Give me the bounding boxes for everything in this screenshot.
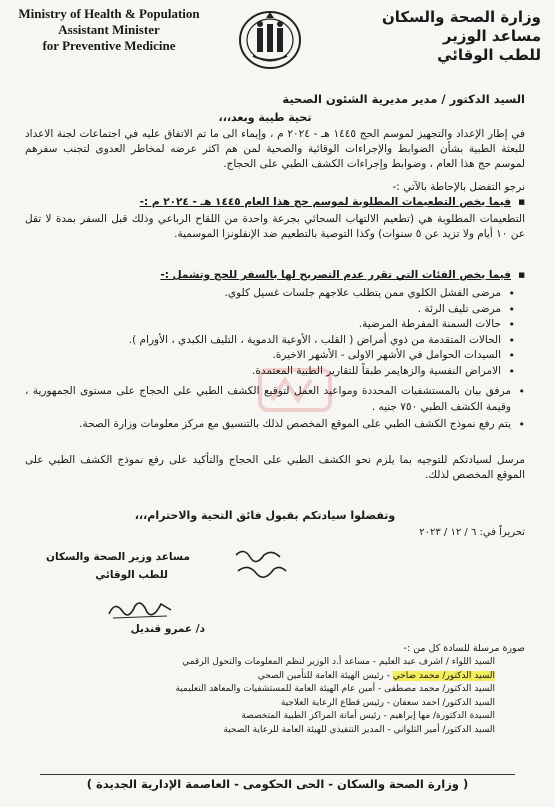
cc-role: - رئيس الهيئة العامة للتأمين الصحي (257, 670, 393, 681)
list-item: السيد الدكتور/ محمد مصطفى - أمين عام الهيئة العامة للمستشفيات والمعاهد التعليمية (175, 684, 495, 694)
list-item: السيد اللواء / اشرف عبد العليم - مساعد أ.د الوزير لنظم المعلومات والتحول الرقمي (182, 657, 495, 667)
list-item: • مرضى تليف الرئة . (25, 302, 515, 318)
list-item: السيد الدكتور/ أمير التلواني - المدير التنفيذي للهيئة العامة للرعاية الصحية (223, 724, 495, 735)
list-item: • مرضى الفشل الكلوي ممن يتطلب علاجهم جلسات غسيل كلوي. (25, 286, 515, 302)
list-item: • السيدات الحوامل في الأشهر الاولى - الأشهر الاخيرة. (25, 348, 515, 364)
section1-title: ■ فيما يخص التطعيمات المطلوبة لموسم حج هذا العام ١٤٤٥ هـ - ٢٠٢٤ م :- (25, 195, 525, 211)
signatory-name: د/ عمرو قنديل (130, 623, 205, 635)
addressee: السيد الدكتور / مدير مديرية الشئون الصحية (282, 92, 525, 106)
header-en-line: Assistant Minister (58, 22, 160, 37)
section1-list (25, 195, 525, 211)
date-label: تحريراً في: ٦ / ١٢ / ٢٠٢٣ (419, 527, 525, 538)
greeting: تحية طيبة وبعد،،، (218, 111, 312, 124)
section1-body: التطعيمات المطلوبة هي (تطعيم الالتهاب السحائي بجرعة واحدة من اللقاح الرباعي وذلك قبل السفر بمدة لا تقل عن ١٠ أيام ولا تزيد عن ٥ سنوات) وكذا التوصية بالتطعيم ضد الإنفلونزا الموسمية. (25, 213, 525, 240)
header-ar-line: مساعد الوزير (442, 27, 541, 45)
list-item: • حالات السمنة المفرطة المرضية. (25, 317, 515, 333)
signature-title: مساعد وزير الصحة والسكان (46, 551, 190, 563)
notes-list (25, 384, 525, 433)
ministry-logo-icon (235, 4, 305, 70)
highlighted-name: السيد الدكتور/ محمد ضاحي (392, 670, 495, 681)
list-item: • مرفق بيان بالمستشفيات المحددة ومواعيد العمل لتوقيع الكشف الطبي على الحجاج على مستوى الجمهورية ، وقيمة الكشف الطبي ٧٥٠ جنيه . (25, 384, 525, 415)
intro-paragraph: في إطار الإعداد والتجهيز لموسم الحج ١٤٤٥ هـ - ٢٠٢٤ م ، وإيماء الى ما تم الاتفاق عليه في اجتماعات لجنة الاعداد للبعثة الطبية بشأن الضوابط والإجراءات الوقائية والصحية لمن هم اكثر عرضه لمخاطر العدوى لتجنب سفرهم لموسم حج هذا العام ، وضوابط وإجراءات الكشف الطبي على الحجاج. (25, 128, 526, 170)
list-item: السيدة الدكتورة/ مها إبراهيم - رئيس أمانة المراكز الطبية المتخصصة (241, 711, 495, 721)
header-ar-line: للطب الوقائي (437, 46, 541, 64)
list-item: • يتم رفع نموذج الكشف الطبي على الموقع المخصص لذلك بالتنسيق مع مركز معلومات وزارة الصحة. (25, 417, 525, 433)
list-item: • الامراض النفسية والزهايمر طبقاً للتقارير الطبية المعتمدة. (25, 364, 515, 380)
cc-list (55, 656, 495, 737)
section2-heading-list (25, 268, 525, 284)
list-item: • الحالات المتقدمة من ذوي أمراض ( القلب ، الأوعية الدموية ، التليف الكبدي ، الأورام ). (25, 333, 515, 349)
header-en-line: for Preventive Medicine (42, 38, 176, 53)
signature-block (40, 548, 190, 584)
section2-title: ■ فيما يخص الفئات التي تقرر عدم التصريح لها بالسفر للحج وتشمل :- (25, 268, 525, 284)
header-english (14, 6, 204, 54)
list-item: السيد الدكتور/ احمد سعفان - رئيس قطاع الرعاية العلاجية (280, 697, 495, 708)
footer-address: ( وزارة الصحة والسكان - الحى الحكومى - العاصمة الإدارية الجديدة ) (40, 774, 515, 795)
header-arabic (371, 8, 541, 65)
closing-line: وتفضلوا سيادتكم بقبول فائق التحية والاحترام،،، (134, 509, 396, 522)
signature-title: للطب الوقائي (95, 569, 168, 581)
handwritten-initials-icon (230, 545, 290, 579)
header-en-line: Ministry of Health & Population (18, 6, 200, 21)
signature-scribble-icon (105, 596, 175, 622)
header-ar-line: وزارة الصحة والسكان (381, 8, 541, 26)
request-line: نرجو التفضل بالإحاطة بالآتي :- (392, 181, 525, 193)
cc-title: صورة مرسلة للسادة كل من :- (403, 643, 525, 654)
closing-paragraph: مرسل لسيادتكم للتوجيه بما يلزم نحو الكشف الطبي على الحجاج والتأكيد على رفع نموذج الكشف الطبي على الموقع المخصص لذلك. (25, 454, 525, 481)
list-item (55, 670, 495, 684)
